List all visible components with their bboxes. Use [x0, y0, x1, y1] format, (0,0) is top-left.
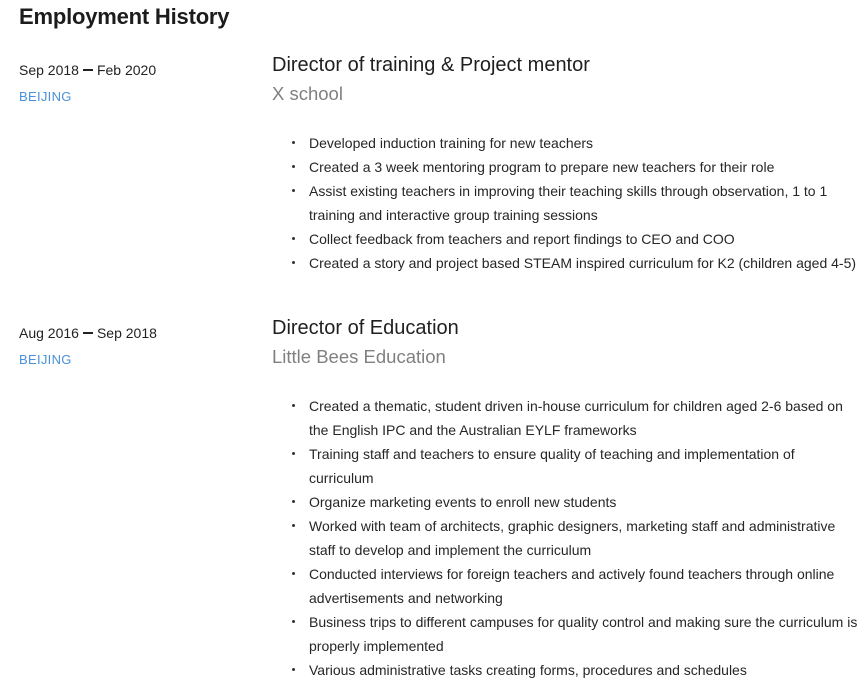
list-item: [292, 562, 860, 610]
bullet-dot: [292, 572, 295, 575]
section-title: Employment History: [19, 4, 230, 29]
bullet-dot: [292, 620, 295, 623]
bullet-text: Assist existing teachers in improving their teaching skills through observation, 1 to 1 training and interactive group training sessions: [309, 183, 828, 223]
bullet-text: Worked with team of architects, graphic designers, marketing staff and administrative staff to develop and implement the curriculum: [309, 518, 836, 558]
list-item: [292, 610, 860, 658]
bullet-dot: [292, 141, 295, 144]
job-location: BEIJING: [19, 352, 72, 367]
list-item: [292, 155, 860, 179]
job-title: Director of training & Project mentor: [272, 54, 590, 76]
job-dates: [19, 324, 259, 342]
bullet-dot: [292, 452, 295, 455]
list-item: [292, 131, 860, 155]
list-item: [292, 442, 860, 490]
bullet-text: Collect feedback from teachers and report findings to CEO and COO: [309, 231, 735, 247]
list-item: [292, 394, 860, 442]
bullet-dot: [292, 524, 295, 527]
bullet-dot: [292, 261, 295, 264]
bullet-text: Conducted interviews for foreign teachers and actively found teachers through online advertisements and networking: [309, 566, 835, 606]
job-dates: [19, 61, 259, 79]
bullet-text: Training staff and teachers to ensure quality of teaching and implementation of curriculum: [309, 446, 795, 486]
bullet-dot: [292, 668, 295, 671]
bullet-text: Business trips to different campuses for quality control and making sure the curriculum is properly implemented: [309, 614, 858, 654]
list-item: [292, 179, 860, 227]
bullet-dot: [292, 165, 295, 168]
bullet-text: Created a story and project based STEAM inspired curriculum for K2 (children aged 4-5): [309, 255, 857, 271]
end-date: Sep 2018: [96, 325, 157, 341]
list-item: [292, 658, 860, 682]
list-item: [292, 227, 860, 251]
bullet-dot: [292, 189, 295, 192]
date-dash: [83, 69, 93, 71]
job-title: Director of Education: [272, 317, 459, 339]
start-date: Aug 2016: [19, 325, 79, 341]
job-bullets: [292, 131, 860, 275]
employer-name: Little Bees Education: [272, 346, 446, 367]
bullet-text: Various administrative tasks creating forms, procedures and schedules: [309, 662, 747, 678]
list-item: [292, 514, 860, 562]
end-date: Feb 2020: [96, 62, 157, 78]
bullet-text: Organize marketing events to enroll new students: [309, 494, 617, 510]
date-dash: [83, 332, 93, 334]
bullet-dot: [292, 237, 295, 240]
job-main: [272, 52, 860, 106]
bullet-text: Developed induction training for new teachers: [309, 135, 594, 151]
bullet-text: Created a thematic, student driven in-house curriculum for children aged 2-6 based on the English IPC and the Australian EYLF frameworks: [309, 398, 843, 438]
start-date: Sep 2018: [19, 62, 79, 78]
job-meta: [19, 61, 259, 105]
employer-name: X school: [272, 83, 343, 104]
job-location: BEIJING: [19, 89, 72, 104]
bullet-dot: [292, 500, 295, 503]
bullet-dot: [292, 404, 295, 407]
list-item: [292, 490, 860, 514]
job-main: [272, 315, 860, 369]
list-item: [292, 251, 860, 275]
job-bullets: [292, 394, 860, 682]
bullet-text: Created a 3 week mentoring program to prepare new teachers for their role: [309, 159, 775, 175]
job-meta: [19, 324, 259, 368]
